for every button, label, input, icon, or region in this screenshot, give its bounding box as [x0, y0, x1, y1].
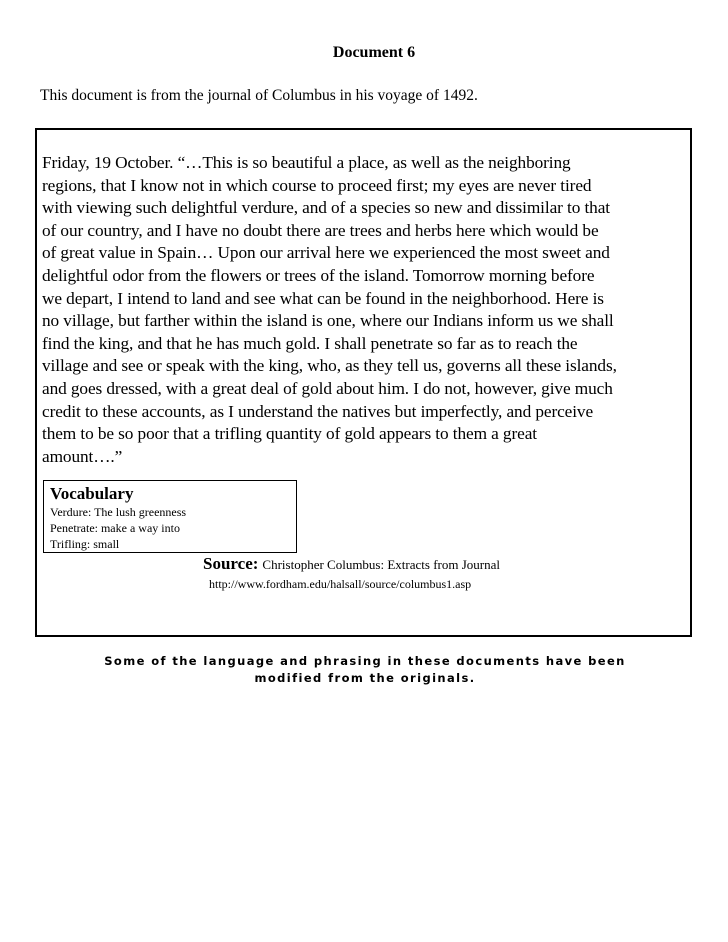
excerpt-line: Friday, 19 October. “…This is so beautiful a place, as well as the neighboring — [42, 153, 571, 172]
excerpt-line: of great value in Spain… Upon our arrival here we experienced the most sweet and — [42, 243, 610, 263]
document-title: Document 6 — [332, 44, 416, 61]
source-url: http://www.fordham.edu/halsall/source/columbus1.asp — [209, 577, 472, 591]
excerpt-line: village and see or speak with the king, who, as they tell us, governs all these islands, — [42, 356, 617, 376]
source-label: Source: — [203, 554, 259, 573]
journal-excerpt — [42, 152, 690, 468]
excerpt-line: of our country, and I have no doubt there are trees and herbs here which would be — [42, 220, 599, 240]
source-citation — [203, 554, 500, 574]
excerpt-line: regions, that I know not in which course to proceed first; my eyes are never tired — [42, 175, 592, 195]
excerpt-line: we depart, I intend to land and see what can be found in the neighborhood. Here is — [42, 288, 604, 308]
footnote-line: Some of the language and phrasing in these documents have been — [104, 654, 626, 668]
excerpt-line: amount….” — [42, 446, 123, 466]
vocabulary-item: Verdure: The lush greenness — [50, 505, 187, 519]
document-intro: This document is from the journal of Columbus in his voyage of 1492. — [40, 87, 478, 104]
excerpt-line: with viewing such delightful verdure, and of a species so new and dissimilar to that — [42, 198, 610, 218]
excerpt-line: find the king, and that he has much gold. I shall penetrate so far as to reach the — [42, 333, 578, 353]
excerpt-line: them to be so poor that a trifling quantity of gold appears to them a great — [42, 424, 537, 444]
excerpt-line: credit to these accounts, as I understand the natives but imperfectly, and perceive — [42, 401, 594, 421]
footnote-line: modified from the originals. — [254, 671, 476, 685]
excerpt-line: no village, but farther within the island is one, where our Indians inform us we shall — [42, 311, 614, 331]
source-text: Christopher Columbus: Extracts from Journal — [262, 557, 500, 572]
vocabulary-item: Trifling: small — [50, 537, 120, 551]
vocabulary-item: Penetrate: make a way into — [50, 521, 180, 535]
modification-footnote — [0, 653, 728, 687]
excerpt-line: delightful odor from the flowers or trees of the island. Tomorrow morning before — [42, 265, 595, 285]
vocabulary-heading: Vocabulary — [50, 484, 134, 503]
vocabulary-box — [43, 480, 297, 553]
excerpt-line: and goes dressed, with a great deal of gold about him. I do not, however, give much — [42, 378, 613, 398]
excerpt-box — [35, 128, 692, 637]
